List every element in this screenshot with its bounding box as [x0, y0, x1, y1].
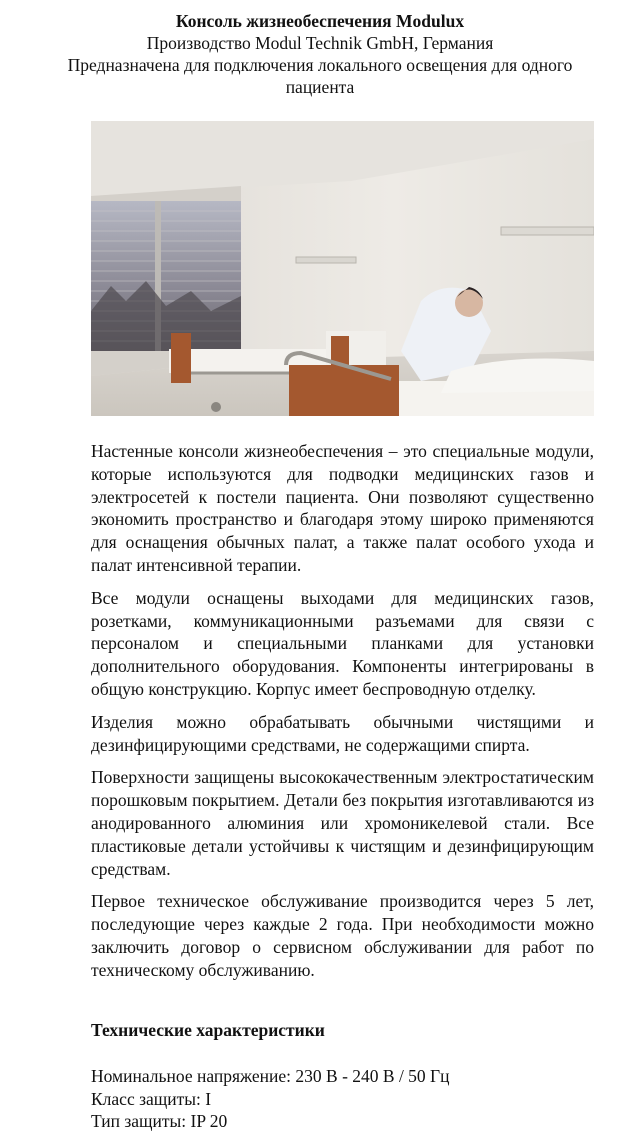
- hospital-room-photo: [91, 121, 594, 416]
- specs-heading: Технические характеристики: [91, 1020, 325, 1040]
- document-header: [0, 0, 640, 98]
- paragraph-maintenance: Первое техническое обслуживание производится через 5 лет, последующие через каждые 2 года. При необходимости можно заключить договор о сервисном обслуживании для работ по техническому обслуживанию.: [91, 891, 594, 980]
- manufacturer-line: Производство Modul Technik GmbH, Германия: [146, 33, 494, 53]
- purpose-line: Предназначена для подключения локального освещения для одного пациента: [67, 55, 573, 97]
- paragraph-intro: Настенные консоли жизнеобеспечения – это специальные модули, которые используются для подводки медицинских газов и электросетей к постели пациента. Они позволяют существенно экономить пространство и благодаря этому широко применяются для оснащения обычных палат, а также палат особого ухода и палат интенсивной терапии.: [91, 441, 594, 575]
- spec-protection-class: Класс защиты: I: [91, 1088, 212, 1109]
- hospital-room-illustration: [91, 121, 594, 416]
- paragraph-cleaning: Изделия можно обрабатывать обычными чистящими и дезинфицирующими средствами, не содержащими спирта.: [91, 711, 594, 755]
- document-title: Консоль жизнеобеспечения Modulux: [175, 11, 465, 31]
- spec-protection-type: Тип защиты: IP 20: [91, 1111, 228, 1131]
- paragraph-equipment: Все модули оснащены выходами для медицинских газов, розетками, коммуникационными разъемами для связи с персоналом и специальными планками для установки дополнительного оборудования. Компоненты интегрированы в общую конструкцию. Корпус имеет беспроводную отделку.: [91, 587, 594, 699]
- description-text: [91, 440, 594, 992]
- paragraph-surfaces: Поверхности защищены высококачественным электростатическим порошковым покрытием. Детали без покрытия изготавливаются из анодированного алюминия или хромоникелевой стали. Все пластиковые детали устойчивы к чистящим и дезинфицирующим средствам.: [91, 767, 594, 879]
- specs-list: [91, 1065, 594, 1133]
- spec-voltage: Номинальное напряжение: 230 В - 240 В / 50 Гц: [91, 1066, 450, 1086]
